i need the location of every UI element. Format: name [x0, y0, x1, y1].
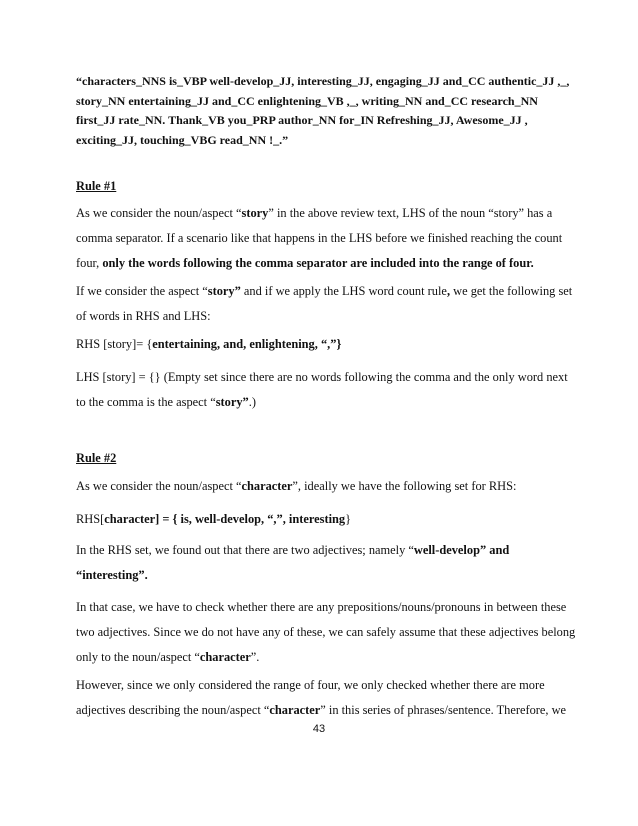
rule-1-paragraph-1: As we consider the noun/aspect “story” in the above review text, LHS of the noun “story” has a comma separator. If a scenario like that happens in the LHS before we finished reaching the count four, only the words following the comma separator are included into the range of four.	[76, 206, 563, 270]
page-number: 43	[312, 723, 326, 735]
rule-1-rhs-set: RHS [story]= {entertaining, and, enlightening, “,”}	[76, 337, 342, 351]
rule-2-paragraph-4: In that case, we have to check whether there are any prepositions/nouns/pronouns in between these two adjectives. Since we do not have any of these, we can safely assume that these adjectives belong only to the noun/aspect “character”.	[76, 600, 576, 664]
rule-2-paragraph-3: In the RHS set, we found out that there are two adjectives; namely “well-develop” and “interesting”.	[76, 543, 510, 582]
rule-2-heading: Rule #2	[76, 451, 117, 465]
rule-1-lhs-set: LHS [story] = {} (Empty set since there are no words following the comma and the only word next to the comma is the aspect “story”.)	[76, 370, 568, 409]
rule-2-rhs-set: RHS[character] = { is, well-develop, “,”, interesting}	[76, 512, 352, 526]
rule-2-paragraph-5: However, since we only considered the range of four, we only checked whether there are more adjectives describing the noun/aspect “character” in this series of phrases/sentence. Therefore, we	[76, 678, 567, 717]
rule-2-paragraph-1: As we consider the noun/aspect “character”, ideally we have the following set for RHS:	[76, 479, 517, 493]
tagged-review-quote: “characters_NNS is_VBP well-develop_JJ, interesting_JJ, engaging_JJ and_CC authentic_JJ ,_, story_NN entertaining_JJ and_CC enlightening_VB ,_, writing_NN and_CC research_NN first_JJ rate_NN. Thank_VB you_PRP author_NN for_IN Refreshing_JJ, Awesome_JJ , exciting_JJ, touching_VBG read_NN !_.”	[76, 74, 570, 147]
rule-1-heading: Rule #1	[76, 179, 117, 193]
rule-1-paragraph-2: If we consider the aspect “story” and if we apply the LHS word count rule, we get the following set of words in RHS and LHS:	[76, 284, 573, 323]
